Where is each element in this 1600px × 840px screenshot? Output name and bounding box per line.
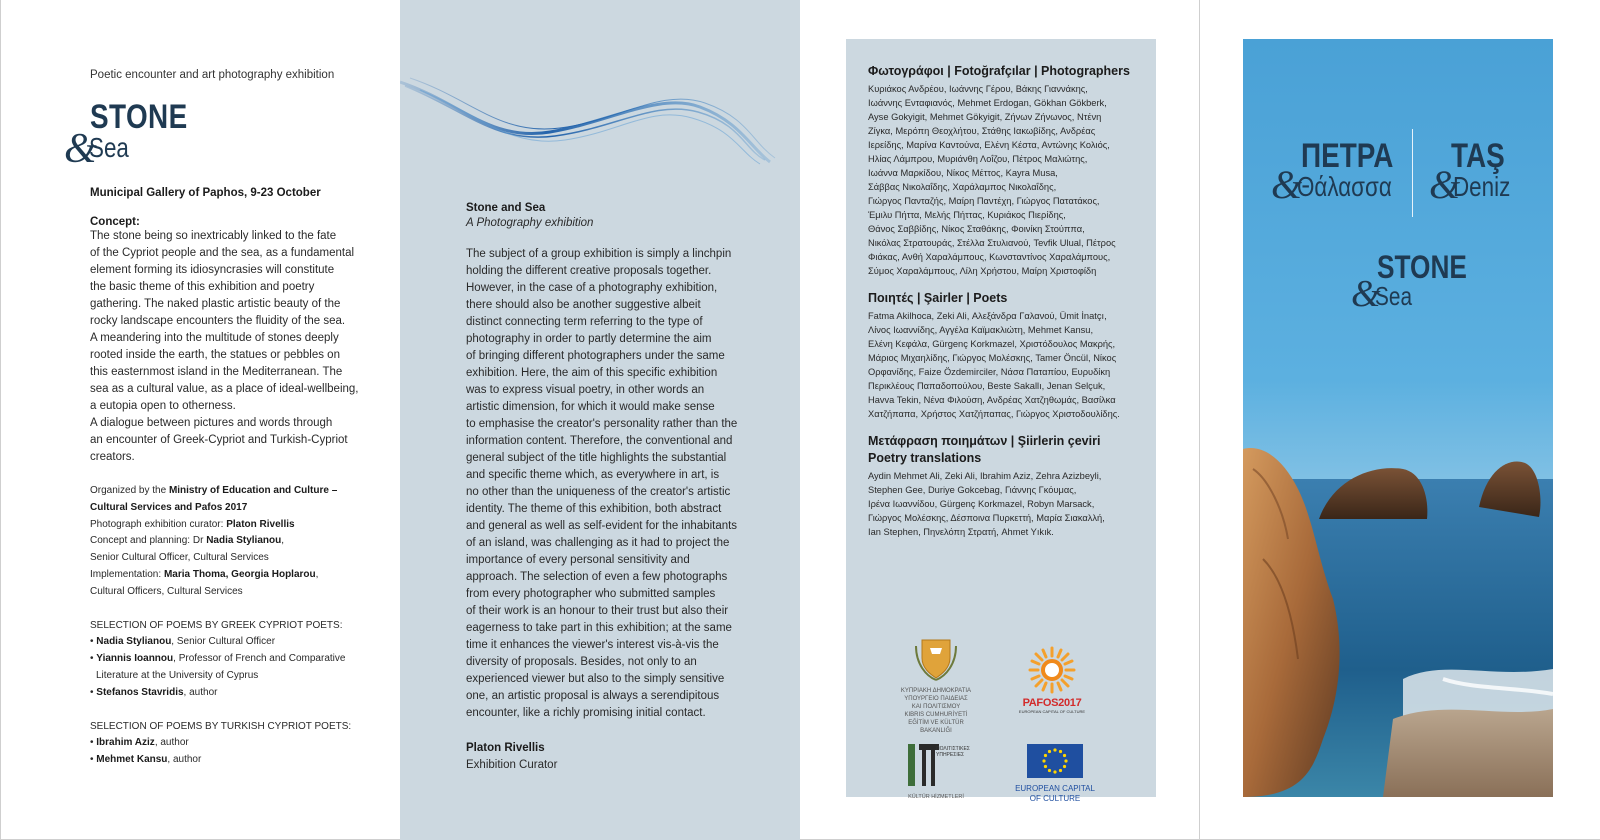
curator-body-line: photography in order to partly determine the aim — [466, 333, 712, 345]
credit-line: Cultural Officers, Cultural Services — [90, 585, 243, 597]
translations-line: Aydin Mehmet Ali, Zeki Ali, Ibrahim Aziz, Zehra Azizbeyli, — [868, 471, 1102, 481]
credit-line: Concept and planning: Dr Nadia Stylianou, — [90, 535, 284, 547]
credit-line: Senior Cultural Officer, Cultural Services — [90, 552, 269, 564]
ministry-text-line: BAKANLIĞI — [920, 728, 952, 734]
concept-column — [90, 187, 370, 769]
title-divider — [1412, 129, 1413, 217]
poets-line: Περικλέους Παπαδοπούλου, Beste Sakallı, Jenan Selçuk, — [868, 381, 1106, 391]
ministry-text-line: ΚΑΙ ΠΟΛΙΤΙΣΜΟΥ — [911, 704, 961, 710]
greek-ampersand: & — [1271, 162, 1303, 207]
poets-line: Fatma Akilhoca, Zeki Ali, Αλεξάνδρα Γαλανού, Ümit İnatçı, — [868, 311, 1107, 321]
curator-body-line: one, an artistic proposal is always a serendipitous — [466, 690, 720, 702]
eu-star-icon — [1063, 754, 1066, 757]
curator-body-line: of bringing different photographers under the same — [466, 350, 725, 362]
curator-body-line: eagerness to take part in this exhibition; at the same — [466, 622, 732, 634]
photographers-line: Νικόλας Στρατουράς, Στέλλα Στυλιανού, Tevfik Ulual, Πέτρος — [868, 238, 1116, 248]
photographers-list — [868, 82, 1140, 278]
eu-capital-logo — [1012, 744, 1098, 804]
photographers-line: Σάββας Νικολαΐδης, Χαράλαμπος Νικολαΐδης, — [868, 182, 1057, 192]
curator-body-line: The subject of a group exhibition is simply a linchpin — [466, 248, 732, 260]
greek-title — [1271, 139, 1401, 209]
eu-star-icon — [1053, 748, 1056, 751]
curator-title: Stone and Sea — [466, 202, 546, 214]
panel-cover — [1243, 39, 1553, 797]
poet-entry: • Ibrahim Aziz, author — [90, 737, 189, 749]
curator-signature — [466, 740, 746, 774]
poet-entry: Literature at the University of Cyprus — [96, 669, 259, 681]
photographers-line: Γιώργος Πανταζής, Μαίρη Παντέχη, Γιώργος Πατατάκος, — [868, 196, 1100, 206]
logo-sea: Sea — [89, 132, 129, 163]
logo-stone: STONE — [90, 98, 188, 136]
poet-entry: • Yiannis Ioannou, Professor of French and Comparative — [90, 653, 346, 665]
ministry-text-line: KIBRIS CUMHURİYETİ — [904, 712, 968, 718]
ministry-text — [886, 687, 986, 735]
concept-line: a eutopia open to otherness. — [90, 400, 236, 412]
curator-body-line: diversity of proposals. Besides, not only to an — [466, 656, 697, 668]
photographers-line: Κυριάκος Ανδρέου, Ιωάννης Γέρου, Βάκης Γιαννάκης, — [868, 84, 1088, 94]
logo-ampersand: & — [64, 126, 97, 172]
eu-flag-icon — [1027, 744, 1083, 778]
ministry-text-line: EĞİTİM VE KÜLTÜR — [908, 720, 964, 726]
photographers-heading: Φωτογράφοι | Fotoğrafçılar | Photographers — [868, 64, 1130, 78]
curator-body-line: experienced viewer but also to the simply sensitive — [466, 673, 725, 685]
photographers-line: Σύμος Χαραλάμπους, Λίλη Χρήστου, Μαίρη Χριστοφίδη — [868, 266, 1097, 276]
exhibition-subtitle: Poetic encounter and art photography exhibition — [90, 69, 335, 81]
turkish-ampersand: & — [1429, 162, 1461, 207]
panel-curator-text — [400, 0, 800, 840]
photographers-line: Ιερείδης, Μαρίνα Καντούνα, Ελένη Κέστα, Αντώνης Κολιός, — [868, 140, 1110, 150]
poets-line: Μάριος Μιχαηλίδης, Γιώργος Μολέσκης, Tamer Öncül, Νίκος — [868, 353, 1117, 363]
curator-body-line: information content. Therefore, the conventional and — [466, 435, 733, 447]
translations-line: Ιρένα Ιωαννίδου, Gürgenç Korkmazel, Robyn Marsack, — [868, 499, 1095, 509]
translations-heading: Μετάφραση ποιημάτων | Şiirlerin çeviri — [868, 434, 1101, 448]
curator-subtitle: A Photography exhibition — [466, 217, 594, 229]
curator-name: Platon Rivellis — [466, 742, 545, 754]
concept-line: The stone being so inextricably linked to the fate — [90, 230, 337, 242]
curator-body-line: holding the different creative proposals together. — [466, 265, 712, 277]
photographers-line: Ζίγκα, Μερόπη Θεοχλήτου, Στάθης Ιακωβίδης, Ανδρέας — [868, 126, 1096, 136]
photographers-line: Ayse Gokyigit, Mehmet Gökyigit, Ζήνων Ζήνωνος, Ντένη — [868, 112, 1102, 122]
concept-line: rooted inside the earth, the statues or pebbles on — [90, 349, 340, 361]
concept-line: sea as a cultural value, as a place of ideal-wellbeing, — [90, 383, 359, 395]
concept-line: rocky landscape encounters the fluidity of the sea. — [90, 315, 346, 327]
credit-line: Photograph exhibition curator: Platon Rivellis — [90, 518, 295, 530]
turkish-title — [1429, 139, 1529, 209]
curator-body-line: there should also be another suggestive albeit — [466, 299, 701, 311]
panel-concept — [0, 0, 400, 840]
poets-heading: Ποιητές | Şairler | Poets — [868, 291, 1008, 305]
english-ampersand: & — [1351, 273, 1381, 315]
concept-line: creators. — [90, 451, 135, 463]
poets-line: Χατζήπαπα, Χρήστος Χατζήπαπας, Γιώργος Χριστοδουλίδης. — [868, 409, 1120, 419]
translations-heading-en: Poetry translations — [868, 451, 982, 465]
concept-text — [90, 228, 370, 466]
curator-body-line: of their work is an honour to their trust but also their — [466, 605, 729, 617]
photographers-line: Ιωάννα Μαρκίδου, Νίκος Μέττος, Kayra Musa, — [868, 168, 1058, 178]
cultural-services-logo — [896, 742, 976, 801]
credit-line: Cultural Services and Pafos 2017 — [90, 501, 248, 513]
concept-line: A meandering into the multitude of stones deeply — [90, 332, 339, 344]
concept-line: A dialogue between pictures and words through — [90, 417, 333, 429]
translations-line: Γιώργος Μολέσκης, Δέσποινα Πυρκεττή, Μαρία Σιακαλλή, — [868, 513, 1105, 523]
curator-body-line: approach. The selection of even a few photographs — [466, 571, 728, 583]
eu-star-icon — [1064, 759, 1067, 762]
translations-line: Stephen Gee, Duriye Gokcebag, Γιάννης Γκόυμας, — [868, 485, 1077, 495]
venue-and-dates: Municipal Gallery of Paphos, 9-23 October — [90, 187, 321, 199]
cyprus-emblem-icon — [914, 636, 958, 682]
pafos-subtext: EUROPEAN CAPITAL OF CULTURE — [1018, 709, 1086, 714]
greek-poets-list — [90, 634, 370, 701]
poet-entry: • Nadia Stylianou, Senior Cultural Officer — [90, 636, 276, 648]
concept-line: this easternmost island in the Mediterranean. The — [90, 366, 343, 378]
credit-line: Implementation: Maria Thoma, Georgia Hoplarou, — [90, 568, 319, 580]
curator-body-line: exhibition. Here, the aim of this specific exhibition — [466, 367, 718, 379]
turkish-title-top: TAŞ — [1451, 137, 1505, 175]
eu-text-line2: OF CULTURE — [1029, 794, 1081, 803]
eu-star-icon — [1048, 750, 1051, 753]
photographers-line: Ηλίας Λάμπρου, Μυριάνθη Λοΐζου, Πέτρος Μαλιώτης, — [868, 154, 1088, 164]
concept-heading: Concept: — [90, 216, 140, 228]
poet-entry: • Mehmet Kansu, author — [90, 754, 202, 766]
turkish-title-bottom: Deniz — [1453, 171, 1511, 202]
english-title-top: STONE — [1377, 249, 1467, 285]
sponsor-logos — [846, 594, 1156, 803]
curator-body-line: was to express visual poetry, in other words an — [466, 384, 705, 396]
curator-body-line: of an island, was challenging as it had to project the — [466, 537, 730, 549]
concept-line: element forming its idiosyncrasies will constitute — [90, 264, 335, 276]
curator-body-line: artistic dimension, for which it would make sense — [466, 401, 715, 413]
poets-line: Ελένη Κεφάλα, Gürgenç Korkmazel, Χριστόδουλος Μακρής, — [868, 339, 1116, 349]
curator-body-line: importance of every personal sensitivity and — [466, 554, 690, 566]
curator-role: Exhibition Curator — [466, 759, 558, 771]
cultural-services-text: ΠΟΛΙΤΙΣΤΙΚΕΣ ΥΠΗΡΕΣΙΕΣ — [936, 746, 970, 758]
pafos2017-logo — [1012, 646, 1092, 714]
greek-poets-heading: SELECTION OF POEMS BY GREEK CYPRIOT POETS: — [90, 619, 343, 631]
translations-list — [868, 469, 1140, 539]
eu-star-icon — [1059, 750, 1062, 753]
turkish-poets-heading: SELECTION OF POEMS BY TURKISH CYPRIOT POETS: — [90, 720, 352, 732]
poets-list — [868, 309, 1140, 421]
curator-body-line: time it enhances the viewer's interest vis-à-vis the — [466, 639, 719, 651]
curator-body-line: to emphasise the creator's personality rather than the — [466, 418, 738, 430]
curator-body-line: distinct connecting term referring to the type of — [466, 316, 703, 328]
curator-body-line: identity. The theme of this exhibition, both abstract — [466, 503, 722, 515]
stone-and-sea-logo — [64, 100, 194, 172]
concept-line: gathering. The naked plastic artistic beauty of the — [90, 298, 341, 310]
ministry-text-line: ΚΥΠΡΙΑΚΗ ΔΗΜΟΚΡΑΤΙΑ — [900, 688, 972, 694]
eu-star-icon — [1053, 770, 1056, 773]
cultural-services-subtext: KÜLTÜR HİZMETLERİ — [908, 794, 964, 800]
english-title — [1351, 251, 1471, 321]
translations-line: Ian Stephen, Πηνελόπη Στρατή, Ahmet Yıkık. — [868, 527, 1054, 537]
eu-star-icon — [1063, 765, 1066, 768]
poets-line: Havva Tekin, Νένα Φιλούση, Ανδρέας Χατζηθωμάς, Βασίλκα — [868, 395, 1116, 405]
eu-star-icon — [1059, 769, 1062, 772]
greek-title-top: ΠΕΤΡΑ — [1301, 137, 1394, 175]
curator-body-line: general subject of the title highlights the substantial — [466, 452, 727, 464]
poets-line: Λίνος Ιωαννίδης, Αγγέλα Καϊμακλιώτη, Mehmet Kansu, — [868, 325, 1094, 335]
fold-line — [1199, 0, 1200, 840]
curator-body-line: encounter, like a richly promising initial contact. — [466, 707, 706, 719]
wave-decoration — [400, 72, 780, 172]
eu-star-icon — [1048, 769, 1051, 772]
greek-title-bottom: Θάλασσα — [1297, 171, 1392, 202]
panel-credits — [846, 39, 1156, 803]
curator-body-line: However, in the case of a photography exhibition, — [466, 282, 718, 294]
photographers-line: Θάνος Σαββίδης, Νίκος Σταθάκης, Φοινίκη Στούππα, — [868, 224, 1085, 234]
credits-column — [868, 63, 1140, 539]
curator-body-line: from every photographer who submitted samples — [466, 588, 716, 600]
pafos-text: PAFOS2017 — [1022, 697, 1082, 709]
curator-body-line: and general as well as self-evident for the inhabitants — [466, 520, 738, 532]
concept-line: the basic theme of this exhibition and poetry — [90, 281, 315, 293]
curator-body-line: no other than the uniqueness of the creator's artistic — [466, 486, 731, 498]
english-title-bottom: Sea — [1375, 281, 1413, 311]
poet-entry: • Stefanos Stavridis, author — [90, 686, 218, 698]
concept-line: of the Cypriot people and the sea, as a fundamental — [90, 247, 355, 259]
poets-line: Ορφανίδης, Faize Özdemirciler, Νάσα Παταπίου, Ευρυδίκη — [868, 367, 1111, 377]
ministry-text-line: ΥΠΟΥΡΓΕΙΟ ΠΑΙΔΕΙΑΣ — [904, 696, 968, 702]
eu-star-icon — [1044, 754, 1047, 757]
eu-star-icon — [1042, 759, 1045, 762]
turkish-poets-list — [90, 735, 370, 769]
pafos-sun-icon — [1028, 646, 1076, 694]
credit-line: Organized by the Ministry of Education and Culture – — [90, 485, 338, 496]
curator-body — [466, 246, 746, 722]
curator-text-column — [466, 202, 746, 774]
concept-line: an encounter of Greek-Cypriot and Turkish-Cypriot — [90, 434, 348, 446]
curator-body-line: and specific theme which, as everywhere in art, is — [466, 469, 720, 481]
eu-text-line1: EUROPEAN CAPITAL — [1015, 784, 1095, 793]
ministry-logo — [886, 636, 986, 735]
photographers-line: Φιάκας, Ανθή Χαραλάμπους, Κωνσταντίνος Χαραλάμπους, — [868, 252, 1111, 262]
eu-star-icon — [1044, 765, 1047, 768]
credits — [90, 483, 370, 601]
photographers-line: Έμιλυ Πήττα, Μελής Πήττας, Κυριάκος Πιερίδης, — [868, 210, 1066, 220]
photographers-line: Ιωάννης Ενταφιανός, Mehmet Erdogan, Gökhan Gökberk, — [868, 98, 1107, 108]
